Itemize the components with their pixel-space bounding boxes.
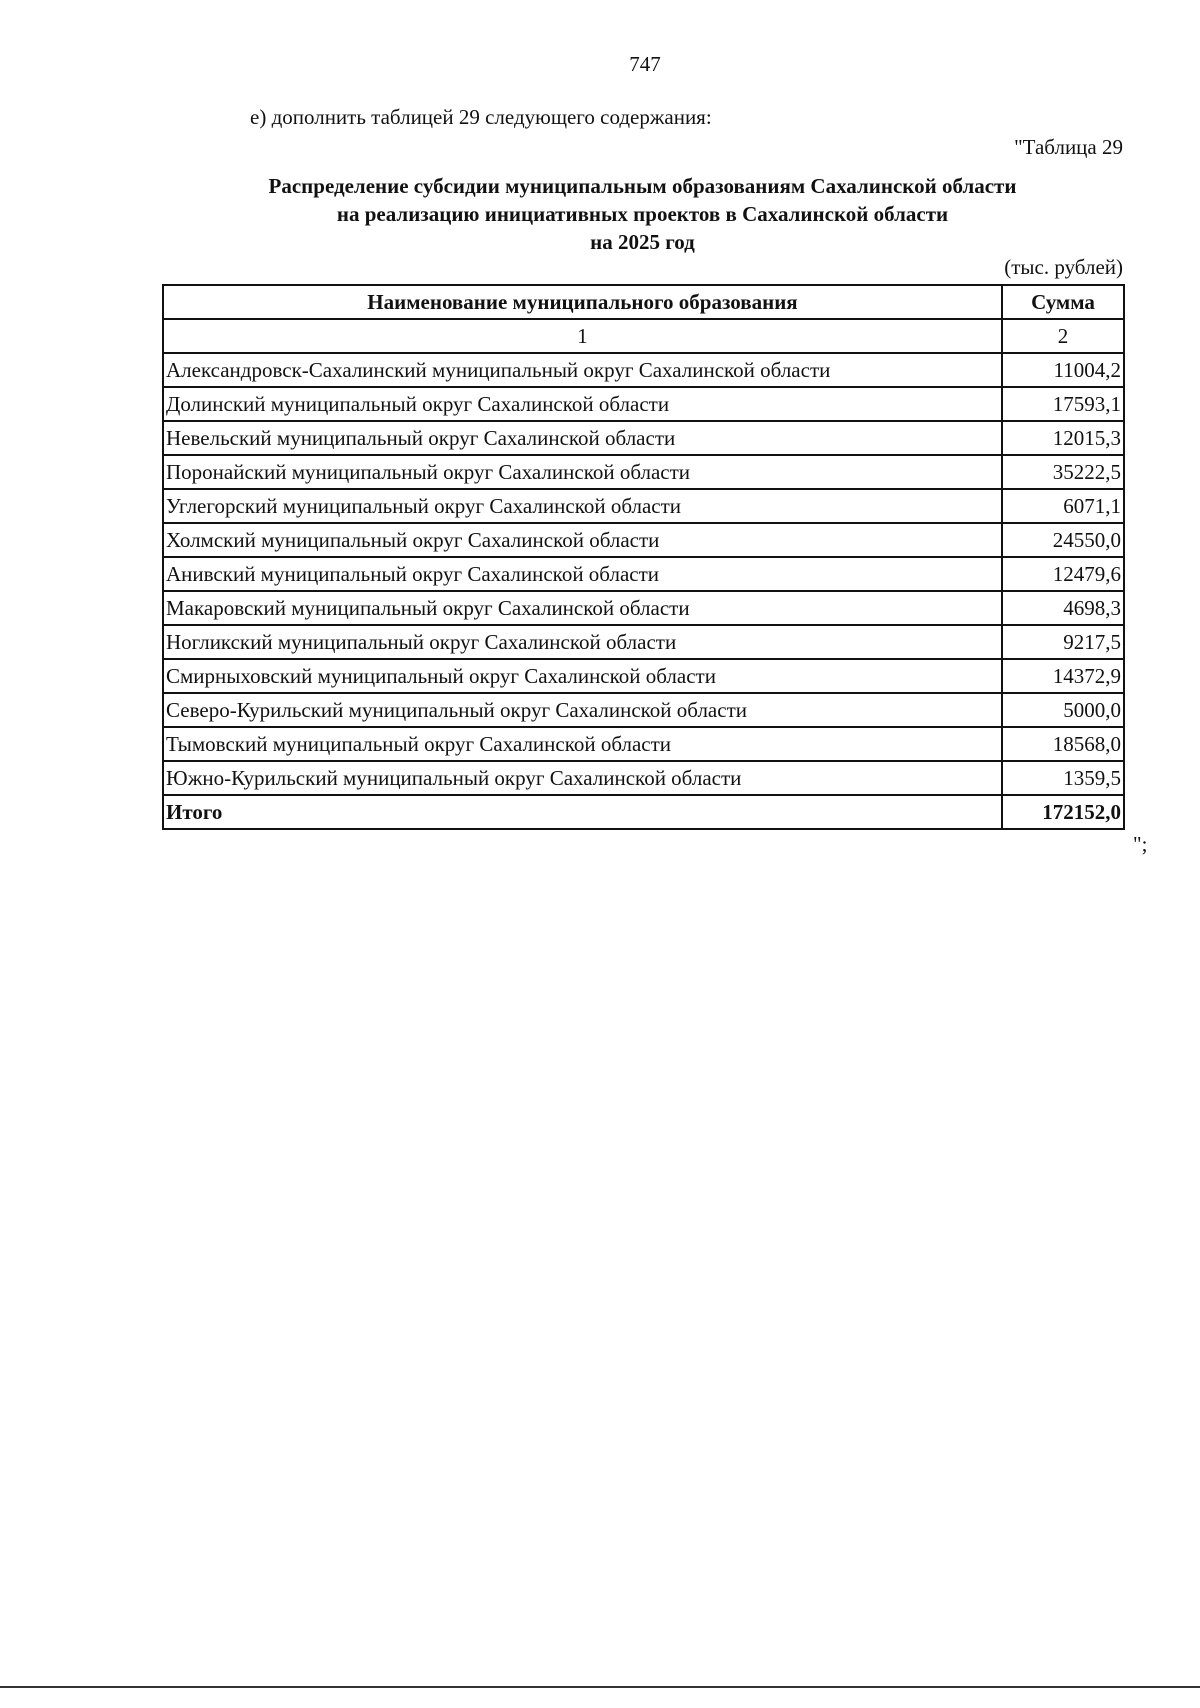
row-sum: 35222,5: [1002, 455, 1124, 489]
total-sum: 172152,0: [1002, 795, 1124, 829]
row-name: Макаровский муниципальный округ Сахалинской области: [163, 591, 1002, 625]
row-sum: 5000,0: [1002, 693, 1124, 727]
header-row: [163, 285, 1124, 319]
page-number: 747: [629, 52, 661, 76]
table-row: [163, 761, 1124, 795]
table-row: [163, 591, 1124, 625]
index-cell-1: 1: [163, 319, 1002, 353]
table-row: [163, 387, 1124, 421]
table-label: "Таблица 29: [1014, 135, 1123, 159]
table-row: [163, 353, 1124, 387]
row-name: Александровск-Сахалинский муниципальный округ Сахалинской области: [163, 353, 1002, 387]
total-row: [163, 795, 1124, 829]
row-name: Тымовский муниципальный округ Сахалинской области: [163, 727, 1002, 761]
row-sum: 11004,2: [1002, 353, 1124, 387]
table-row: [163, 523, 1124, 557]
table-row: [163, 489, 1124, 523]
row-sum: 9217,5: [1002, 625, 1124, 659]
table-row: [163, 693, 1124, 727]
row-sum: 24550,0: [1002, 523, 1124, 557]
row-name: Углегорский муниципальный округ Сахалинской области: [163, 489, 1002, 523]
title-line-1: Распределение субсидии муниципальным образованиям Сахалинской области: [268, 174, 1017, 198]
closing-quote-mark: ";: [1133, 832, 1148, 856]
row-name: Северо-Курильский муниципальный округ Сахалинской области: [163, 693, 1002, 727]
table-row: [163, 557, 1124, 591]
row-name: Поронайский муниципальный округ Сахалинской области: [163, 455, 1002, 489]
table-row: [163, 455, 1124, 489]
row-sum: 18568,0: [1002, 727, 1124, 761]
row-name: Ногликский муниципальный округ Сахалинской области: [163, 625, 1002, 659]
row-name: Анивский муниципальный округ Сахалинской области: [163, 557, 1002, 591]
title-line-2: на реализацию инициативных проектов в Сахалинской области: [336, 202, 949, 226]
units-label: (тыс. рублей): [1004, 255, 1123, 279]
table-row: [163, 727, 1124, 761]
row-sum: 4698,3: [1002, 591, 1124, 625]
title-line-3: на 2025 год: [590, 230, 695, 254]
table-title: [150, 172, 1135, 256]
row-sum: 17593,1: [1002, 387, 1124, 421]
header-sum: Сумма: [1002, 285, 1124, 319]
row-sum: 12479,6: [1002, 557, 1124, 591]
row-sum: 14372,9: [1002, 659, 1124, 693]
bottom-rule: [0, 1686, 1200, 1688]
row-name: Южно-Курильский муниципальный округ Сахалинской области: [163, 761, 1002, 795]
index-cell-2: 2: [1002, 319, 1124, 353]
row-name: Невельский муниципальный округ Сахалинской области: [163, 421, 1002, 455]
index-row: [163, 319, 1124, 353]
total-label: Итого: [163, 795, 1002, 829]
row-name: Долинский муниципальный округ Сахалинской области: [163, 387, 1002, 421]
row-sum: 12015,3: [1002, 421, 1124, 455]
table-row: [163, 659, 1124, 693]
table-row: [163, 421, 1124, 455]
row-sum: 6071,1: [1002, 489, 1124, 523]
row-sum: 1359,5: [1002, 761, 1124, 795]
row-name: Смирныховский муниципальный округ Сахалинской области: [163, 659, 1002, 693]
intro-text: е) дополнить таблицей 29 следующего содержания:: [250, 105, 712, 129]
row-name: Холмский муниципальный округ Сахалинской области: [163, 523, 1002, 557]
subsidy-table: [162, 284, 1125, 830]
table-row: [163, 625, 1124, 659]
header-name: Наименование муниципального образования: [163, 285, 1002, 319]
